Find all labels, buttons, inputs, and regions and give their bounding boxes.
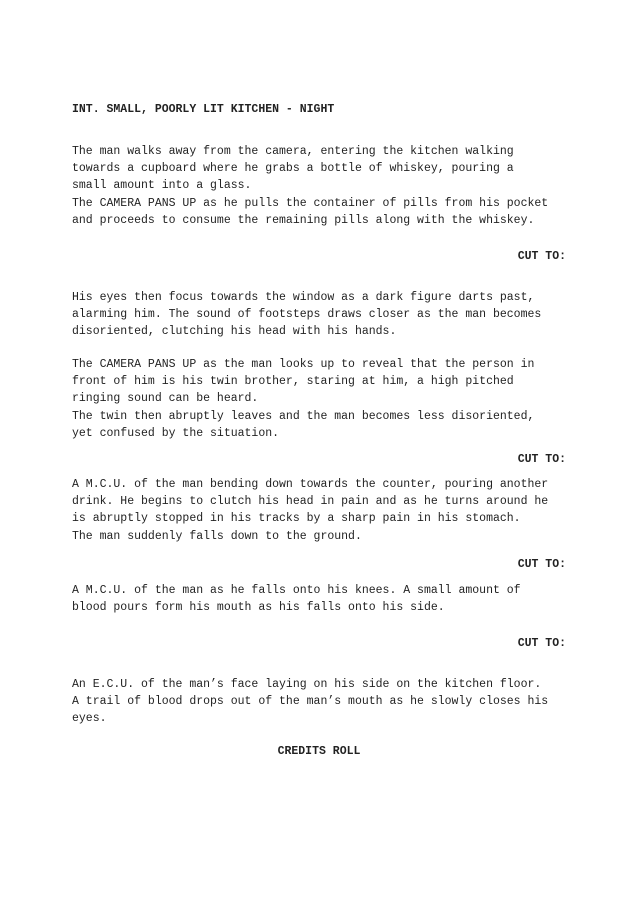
action-line: A trail of blood drops out of the man’s mouth as he slowly closes his	[72, 695, 549, 708]
action-paragraph-5	[72, 408, 572, 442]
credits-roll-text: CREDITS ROLL	[277, 745, 361, 758]
scene-heading	[72, 101, 572, 118]
transition-text: CUT TO:	[517, 558, 566, 571]
action-line: yet confused by the situation.	[72, 427, 280, 440]
scene-heading-text: INT. SMALL, POORLY LIT KITCHEN - NIGHT	[72, 103, 335, 116]
action-paragraph-3	[72, 289, 572, 340]
action-line: front of him is his twin brother, staring at him, a high pitched	[72, 375, 514, 388]
action-line: disoriented, clutching his head with his hands.	[72, 325, 397, 338]
transition-cut-to-1	[72, 248, 566, 265]
transition-text: CUT TO:	[517, 453, 566, 466]
action-line: The man suddenly falls down to the ground.	[72, 530, 362, 543]
action-line: blood pours form his mouth as his falls onto his side.	[72, 601, 445, 614]
credits-roll	[72, 743, 566, 760]
action-line: towards a cupboard where he grabs a bottle of whiskey, pouring a	[72, 162, 514, 175]
action-line: The CAMERA PANS UP as he pulls the container of pills from his pocket	[72, 197, 549, 210]
action-line: and proceeds to consume the remaining pills along with the whiskey.	[72, 214, 535, 227]
action-line: small amount into a glass.	[72, 179, 252, 192]
action-paragraph-9	[72, 676, 572, 727]
action-line: eyes.	[72, 712, 107, 725]
action-paragraph-4	[72, 356, 572, 407]
action-line: The man walks away from the camera, entering the kitchen walking	[72, 145, 514, 158]
action-line: ringing sound can be heard.	[72, 392, 259, 405]
action-line: A M.C.U. of the man as he falls onto his knees. A small amount of	[72, 584, 521, 597]
action-line: is abruptly stopped in his tracks by a sharp pain in his stomach.	[72, 512, 521, 525]
transition-cut-to-3	[72, 556, 566, 573]
action-paragraph-7	[72, 528, 572, 545]
action-paragraph-1	[72, 143, 572, 194]
transition-cut-to-2	[72, 451, 566, 468]
action-line: An E.C.U. of the man’s face laying on his side on the kitchen floor.	[72, 678, 542, 691]
action-paragraph-6	[72, 476, 572, 527]
action-paragraph-8	[72, 582, 572, 616]
action-line: drink. He begins to clutch his head in pain and as he turns around he	[72, 495, 549, 508]
action-line: His eyes then focus towards the window as a dark figure darts past,	[72, 291, 535, 304]
action-paragraph-2	[72, 195, 572, 229]
action-line: The CAMERA PANS UP as the man looks up to reveal that the person in	[72, 358, 535, 371]
action-line: The twin then abruptly leaves and the man becomes less disoriented,	[72, 410, 535, 423]
transition-text: CUT TO:	[517, 250, 566, 263]
transition-text: CUT TO:	[517, 637, 566, 650]
transition-cut-to-4	[72, 635, 566, 652]
action-line: A M.C.U. of the man bending down towards the counter, pouring another	[72, 478, 549, 491]
action-line: alarming him. The sound of footsteps draws closer as the man becomes	[72, 308, 542, 321]
